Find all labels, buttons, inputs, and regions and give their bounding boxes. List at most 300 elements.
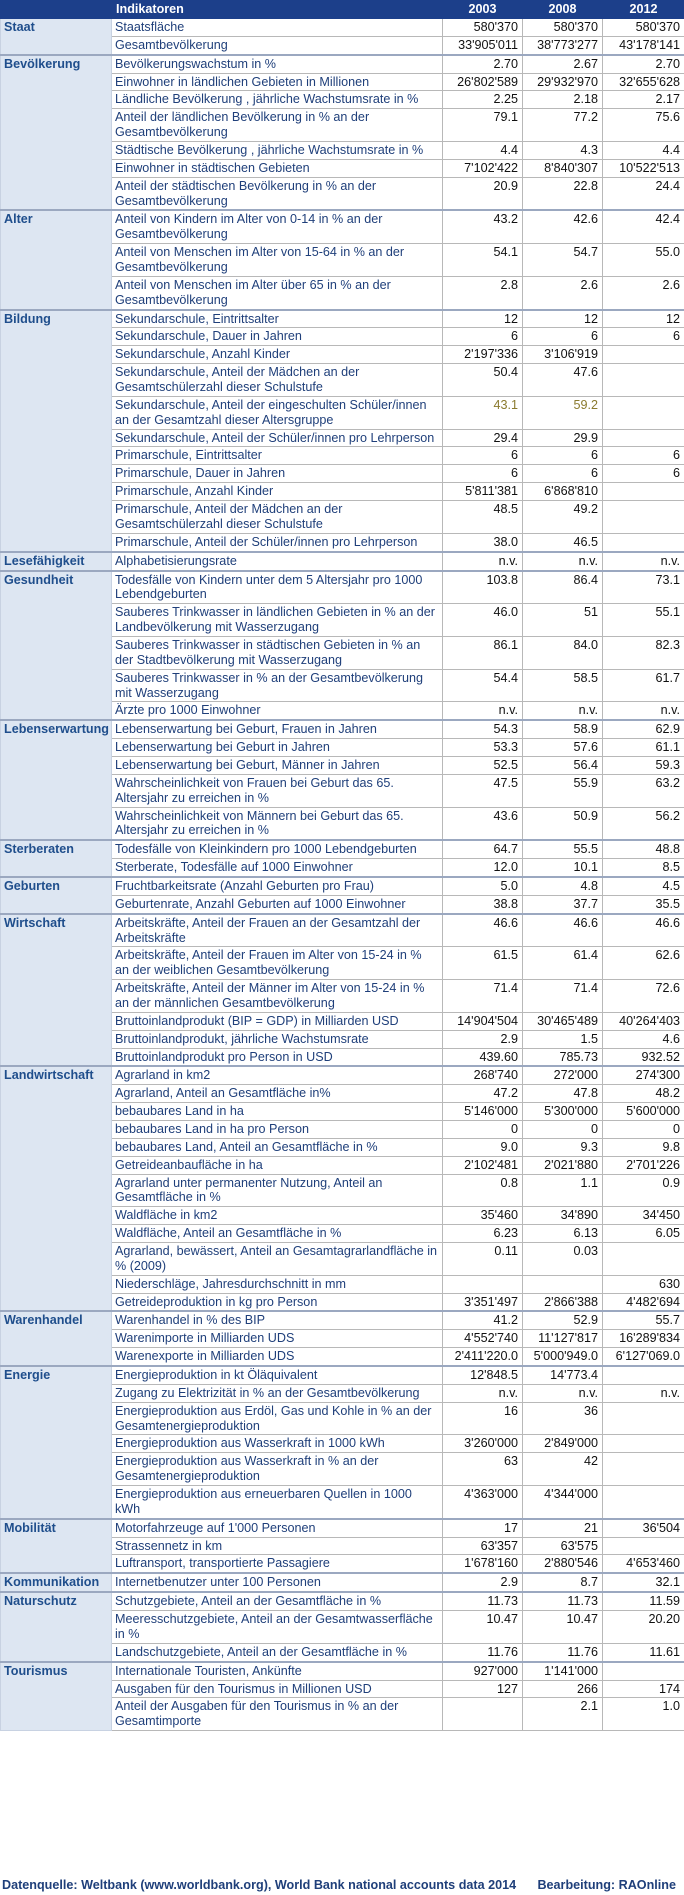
value-2012 — [603, 533, 684, 551]
value-2012 — [603, 1537, 684, 1555]
table-row — [1, 571, 684, 604]
indicator-label: Lebenserwartung bei Geburt, Frauen in Jahren — [112, 720, 443, 738]
category-label: Warenhandel — [1, 1311, 112, 1366]
value-2003: 2'197'336 — [443, 346, 523, 364]
value-2012 — [603, 501, 684, 534]
indicator-label: Agrarland, bewässert, Anteil an Gesamtagrarlandfläche in % (2009) — [112, 1243, 443, 1276]
indicator-label: Bruttoinlandprodukt, jährliche Wachstumsrate — [112, 1030, 443, 1048]
value-2012: 72.6 — [603, 980, 684, 1013]
table-row — [1, 877, 684, 895]
value-2003: 38.8 — [443, 895, 523, 913]
value-2012 — [603, 1435, 684, 1453]
indicator-label: Wahrscheinlichkeit von Frauen bei Geburt das 65. Altersjahr zu erreichen in % — [112, 774, 443, 807]
indicator-label: Getreideproduktion in kg pro Person — [112, 1293, 443, 1311]
indicator-label: Primarschule, Anteil der Mädchen an der Gesamtschülerzahl dieser Schulstufe — [112, 501, 443, 534]
value-2012: 6 — [603, 465, 684, 483]
value-2003: 2.25 — [443, 91, 523, 109]
value-2008: 50.9 — [523, 807, 603, 840]
indicator-label: Internationale Touristen, Ankünfte — [112, 1662, 443, 1680]
value-2008: 30'465'489 — [523, 1012, 603, 1030]
category-label: Naturschutz — [1, 1592, 112, 1661]
value-2012 — [603, 1662, 684, 1680]
value-2012: 20.20 — [603, 1611, 684, 1644]
value-2003: n.v. — [443, 552, 523, 571]
indicator-label: Energieproduktion in kt Öläquivalent — [112, 1366, 443, 1384]
value-2008: 14'773.4 — [523, 1366, 603, 1384]
indicator-label: Wahrscheinlichkeit von Männern bei Geburt das 65. Altersjahr zu erreichen in % — [112, 807, 443, 840]
value-2003: 4'552'740 — [443, 1330, 523, 1348]
indicator-label: Sekundarschule, Eintrittsalter — [112, 310, 443, 328]
value-2003: 103.8 — [443, 571, 523, 604]
value-2012: n.v. — [603, 552, 684, 571]
value-2008: 51 — [523, 604, 603, 637]
value-2003: 20.9 — [443, 177, 523, 210]
value-2012: n.v. — [603, 1384, 684, 1402]
value-2003: 71.4 — [443, 980, 523, 1013]
indicator-label: Energieproduktion aus Wasserkraft in % an der Gesamtenergieproduktion — [112, 1453, 443, 1486]
value-2012: 11.59 — [603, 1592, 684, 1610]
indicator-label: Primarschule, Anteil der Schüler/innen pro Lehrperson — [112, 533, 443, 551]
value-2003: 79.1 — [443, 109, 523, 142]
value-2008: 42.6 — [523, 210, 603, 243]
value-2012: 4.6 — [603, 1030, 684, 1048]
value-2012: 5'600'000 — [603, 1103, 684, 1121]
value-2012: 0.9 — [603, 1174, 684, 1207]
value-2008: 37.7 — [523, 895, 603, 913]
indicator-label: Warenexporte in Milliarden UDS — [112, 1348, 443, 1366]
indicator-label: Todesfälle von Kleinkindern pro 1000 Lebendgeburten — [112, 840, 443, 858]
value-2008: n.v. — [523, 552, 603, 571]
table-row — [1, 55, 684, 73]
value-2012: 48.2 — [603, 1085, 684, 1103]
table-row — [1, 19, 684, 37]
value-2008: 4'344'000 — [523, 1486, 603, 1519]
indicator-label: Energieproduktion aus erneuerbaren Quellen in 1000 kWh — [112, 1486, 443, 1519]
indicator-label: Anteil der ländlichen Bevölkerung in % an der Gesamtbevölkerung — [112, 109, 443, 142]
value-2008: 46.5 — [523, 533, 603, 551]
table-row — [1, 1311, 684, 1329]
value-2008: 38'773'277 — [523, 36, 603, 54]
indicator-label: Strassennetz in km — [112, 1537, 443, 1555]
value-2012: 274'300 — [603, 1066, 684, 1084]
indicator-label: Sekundarschule, Anteil der Schüler/innen pro Lehrperson — [112, 429, 443, 447]
category-label: Bevölkerung — [1, 55, 112, 211]
indicator-label: Anteil von Menschen im Alter von 15-64 in % an der Gesamtbevölkerung — [112, 244, 443, 277]
value-2012: 82.3 — [603, 636, 684, 669]
indicator-label: Bruttoinlandprodukt pro Person in USD — [112, 1048, 443, 1066]
header-blank-cell — [1, 1, 112, 19]
value-2012: 2.17 — [603, 91, 684, 109]
editor-credit: Bearbeitung: RAOnline — [537, 1878, 676, 1892]
value-2008: 6'868'810 — [523, 483, 603, 501]
value-2012: 6 — [603, 447, 684, 465]
indicator-label: Primarschule, Anzahl Kinder — [112, 483, 443, 501]
value-2012: 24.4 — [603, 177, 684, 210]
indicator-label: Landschutzgebiete, Anteil an der Gesamtfläche in % — [112, 1643, 443, 1661]
footer — [0, 1877, 684, 1895]
table-row — [1, 1573, 684, 1592]
value-2003: 48.5 — [443, 501, 523, 534]
value-2008: 2.67 — [523, 55, 603, 73]
table-row — [1, 310, 684, 328]
header-year-2003: 2003 — [443, 1, 523, 19]
value-2012: 12 — [603, 310, 684, 328]
value-2008: 0 — [523, 1121, 603, 1139]
value-2008: 55.9 — [523, 774, 603, 807]
value-2003: 6 — [443, 447, 523, 465]
value-2008: 0.03 — [523, 1243, 603, 1276]
value-2012: 61.7 — [603, 669, 684, 702]
value-2003: 2'411'220.0 — [443, 1348, 523, 1366]
value-2012 — [603, 1402, 684, 1435]
value-2012: 43'178'141 — [603, 36, 684, 54]
category-label: Geburten — [1, 877, 112, 914]
category-label: Staat — [1, 19, 112, 55]
indicator-label: Arbeitskräfte, Anteil der Frauen im Alter von 15-24 in % an der weiblichen Gesamtbevölkerung — [112, 947, 443, 980]
value-2003: 6 — [443, 328, 523, 346]
value-2012: 4.5 — [603, 877, 684, 895]
value-2003: 2.8 — [443, 276, 523, 309]
value-2008: 47.8 — [523, 1085, 603, 1103]
table-row — [1, 1662, 684, 1680]
value-2003: 43.6 — [443, 807, 523, 840]
value-2003: 1'678'160 — [443, 1555, 523, 1573]
value-2003: 927'000 — [443, 1662, 523, 1680]
indicator-label: Staatsfläche — [112, 19, 443, 37]
value-2012: n.v. — [603, 702, 684, 720]
indicator-label: Arbeitskräfte, Anteil der Männer im Alter von 15-24 in % an der männlichen Gesamtbevölkerung — [112, 980, 443, 1013]
value-2008: 4.3 — [523, 142, 603, 160]
value-2003: 43.1 — [443, 396, 523, 429]
value-2008: 49.2 — [523, 501, 603, 534]
value-2012: 6 — [603, 328, 684, 346]
value-2008: 10.47 — [523, 1611, 603, 1644]
value-2012: 62.6 — [603, 947, 684, 980]
value-2012: 4'653'460 — [603, 1555, 684, 1573]
indicator-label: Zugang zu Elektrizität in % an der Gesamtbevölkerung — [112, 1384, 443, 1402]
value-2008: 57.6 — [523, 739, 603, 757]
value-2003: 268'740 — [443, 1066, 523, 1084]
value-2008: 2'021'880 — [523, 1156, 603, 1174]
value-2012 — [603, 429, 684, 447]
value-2012: 16'289'834 — [603, 1330, 684, 1348]
value-2008: 52.9 — [523, 1311, 603, 1329]
value-2012: 62.9 — [603, 720, 684, 738]
indicator-label: bebaubares Land in ha — [112, 1103, 443, 1121]
value-2012: 6'127'069.0 — [603, 1348, 684, 1366]
value-2003: 2.9 — [443, 1030, 523, 1048]
value-2008: 2.6 — [523, 276, 603, 309]
value-2003: 54.1 — [443, 244, 523, 277]
value-2012: 59.3 — [603, 756, 684, 774]
value-2003: n.v. — [443, 702, 523, 720]
indicator-label: Warenhandel in % des BIP — [112, 1311, 443, 1329]
table-row — [1, 210, 684, 243]
table-row — [1, 1366, 684, 1384]
indicator-label: Primarschule, Dauer in Jahren — [112, 465, 443, 483]
indicator-label: bebaubares Land in ha pro Person — [112, 1121, 443, 1139]
table-row — [1, 840, 684, 858]
value-2003: 54.4 — [443, 669, 523, 702]
value-2012 — [603, 1486, 684, 1519]
value-2012: 35.5 — [603, 895, 684, 913]
category-label: Bildung — [1, 310, 112, 552]
header-year-2012: 2012 — [603, 1, 684, 19]
indicator-label: Städtische Bevölkerung , jährliche Wachstumsrate in % — [112, 142, 443, 160]
value-2012: 32'655'628 — [603, 73, 684, 91]
value-2008: 1'141'000 — [523, 1662, 603, 1680]
value-2003: 11.76 — [443, 1643, 523, 1661]
value-2003: 10.47 — [443, 1611, 523, 1644]
indicator-label: Ärzte pro 1000 Einwohner — [112, 702, 443, 720]
table-body — [1, 19, 684, 1731]
value-2008: 22.8 — [523, 177, 603, 210]
value-2012: 11.61 — [603, 1643, 684, 1661]
value-2008: 12 — [523, 310, 603, 328]
indicator-label: Alphabetisierungsrate — [112, 552, 443, 571]
value-2012 — [603, 364, 684, 397]
value-2008: 3'106'919 — [523, 346, 603, 364]
value-2003: 47.5 — [443, 774, 523, 807]
value-2008: 58.9 — [523, 720, 603, 738]
value-2012: 2'701'226 — [603, 1156, 684, 1174]
value-2012: 6.05 — [603, 1225, 684, 1243]
value-2003: 6.23 — [443, 1225, 523, 1243]
indicator-label: Ländliche Bevölkerung , jährliche Wachstumsrate in % — [112, 91, 443, 109]
value-2003: 12 — [443, 310, 523, 328]
value-2012: 4.4 — [603, 142, 684, 160]
table-row — [1, 1592, 684, 1610]
value-2008: 2.18 — [523, 91, 603, 109]
value-2012: 40'264'403 — [603, 1012, 684, 1030]
value-2003: 63 — [443, 1453, 523, 1486]
table-row — [1, 1519, 684, 1537]
value-2003: 64.7 — [443, 840, 523, 858]
category-label: Lebenserwartung — [1, 720, 112, 840]
value-2003: 52.5 — [443, 756, 523, 774]
value-2003: 54.3 — [443, 720, 523, 738]
indicator-label: Sauberes Trinkwasser in ländlichen Gebieten in % an der Landbevölkerung mit Wasserzugang — [112, 604, 443, 637]
value-2003: 4.4 — [443, 142, 523, 160]
value-2008: 42 — [523, 1453, 603, 1486]
value-2003 — [443, 1275, 523, 1293]
value-2003: 2'102'481 — [443, 1156, 523, 1174]
value-2012: 42.4 — [603, 210, 684, 243]
value-2012 — [603, 346, 684, 364]
value-2003: 0.11 — [443, 1243, 523, 1276]
value-2008: 59.2 — [523, 396, 603, 429]
value-2012: 10'522'513 — [603, 159, 684, 177]
table-row — [1, 914, 684, 947]
indicator-label: Waldfläche in km2 — [112, 1207, 443, 1225]
value-2008: 580'370 — [523, 19, 603, 37]
value-2012: 75.6 — [603, 109, 684, 142]
indicator-label: Geburtenrate, Anzahl Geburten auf 1000 Einwohner — [112, 895, 443, 913]
value-2008: 61.4 — [523, 947, 603, 980]
value-2003 — [443, 1698, 523, 1731]
value-2008: 266 — [523, 1680, 603, 1698]
value-2008: 6 — [523, 328, 603, 346]
value-2008: 29.9 — [523, 429, 603, 447]
value-2003: 3'260'000 — [443, 1435, 523, 1453]
indicator-label: Sekundarschule, Dauer in Jahren — [112, 328, 443, 346]
value-2012: 4'482'694 — [603, 1293, 684, 1311]
value-2003: 50.4 — [443, 364, 523, 397]
value-2008: 5'300'000 — [523, 1103, 603, 1121]
indicator-label: Sterberate, Todesfälle auf 1000 Einwohner — [112, 859, 443, 877]
category-label: Wirtschaft — [1, 914, 112, 1067]
value-2003: 4'363'000 — [443, 1486, 523, 1519]
value-2003: 12'848.5 — [443, 1366, 523, 1384]
value-2008: 1.5 — [523, 1030, 603, 1048]
value-2008: 86.4 — [523, 571, 603, 604]
value-2012 — [603, 1243, 684, 1276]
category-label: Gesundheit — [1, 571, 112, 721]
value-2008: 11.76 — [523, 1643, 603, 1661]
table-header-row — [1, 1, 684, 19]
value-2003: 47.2 — [443, 1085, 523, 1103]
table-row — [1, 720, 684, 738]
value-2012: 8.5 — [603, 859, 684, 877]
indicator-label: Anteil von Menschen im Alter über 65 in % an der Gesamtbevölkerung — [112, 276, 443, 309]
value-2012: 0 — [603, 1121, 684, 1139]
value-2003: 63'357 — [443, 1537, 523, 1555]
value-2008: 785.73 — [523, 1048, 603, 1066]
indicator-label: Energieproduktion aus Wasserkraft in 1000 kWh — [112, 1435, 443, 1453]
category-label: Tourismus — [1, 1662, 112, 1731]
value-2008: 55.5 — [523, 840, 603, 858]
value-2012: 63.2 — [603, 774, 684, 807]
value-2008: 77.2 — [523, 109, 603, 142]
value-2003: 14'904'504 — [443, 1012, 523, 1030]
indicator-label: Sauberes Trinkwasser in städtischen Gebieten in % an der Stadtbevölkerung mit Wasserzugang — [112, 636, 443, 669]
category-label: Sterberaten — [1, 840, 112, 877]
indicator-label: Todesfälle von Kindern unter dem 5 Altersjahr pro 1000 Lebendgeburten — [112, 571, 443, 604]
value-2008: 4.8 — [523, 877, 603, 895]
indicator-label: Agrarland unter permanenter Nutzung, Anteil an Gesamtfläche in % — [112, 1174, 443, 1207]
value-2012: 932.52 — [603, 1048, 684, 1066]
indicator-label: Ausgaben für den Tourismus in Millionen USD — [112, 1680, 443, 1698]
indicator-label: Getreideanbaufläche in ha — [112, 1156, 443, 1174]
indicator-label: Lebenserwartung bei Geburt in Jahren — [112, 739, 443, 757]
value-2008: 2'849'000 — [523, 1435, 603, 1453]
indicator-label: Sekundarschule, Anzahl Kinder — [112, 346, 443, 364]
value-2008: 6.13 — [523, 1225, 603, 1243]
value-2003: 41.2 — [443, 1311, 523, 1329]
value-2012: 34'450 — [603, 1207, 684, 1225]
indicator-label: Einwohner in städtischen Gebieten — [112, 159, 443, 177]
value-2003: 0.8 — [443, 1174, 523, 1207]
value-2003: 5'146'000 — [443, 1103, 523, 1121]
value-2012 — [603, 483, 684, 501]
value-2012: 55.0 — [603, 244, 684, 277]
value-2003: 29.4 — [443, 429, 523, 447]
value-2008: 36 — [523, 1402, 603, 1435]
value-2008: 2.1 — [523, 1698, 603, 1731]
value-2003: 3'351'497 — [443, 1293, 523, 1311]
indicator-label: Motorfahrzeuge auf 1'000 Personen — [112, 1519, 443, 1537]
value-2012: 9.8 — [603, 1138, 684, 1156]
value-2008 — [523, 1275, 603, 1293]
value-2003: 35'460 — [443, 1207, 523, 1225]
value-2003: 5'811'381 — [443, 483, 523, 501]
value-2012 — [603, 396, 684, 429]
value-2008: 1.1 — [523, 1174, 603, 1207]
indicator-label: Fruchtbarkeitsrate (Anzahl Geburten pro Frau) — [112, 877, 443, 895]
value-2008: 54.7 — [523, 244, 603, 277]
value-2012: 174 — [603, 1680, 684, 1698]
header-year-2008: 2008 — [523, 1, 603, 19]
indicator-label: Einwohner in ländlichen Gebieten in Millionen — [112, 73, 443, 91]
value-2008: 56.4 — [523, 756, 603, 774]
value-2012: 1.0 — [603, 1698, 684, 1731]
value-2012: 48.8 — [603, 840, 684, 858]
value-2008: 58.5 — [523, 669, 603, 702]
value-2008: 29'932'970 — [523, 73, 603, 91]
indicator-label: Niederschläge, Jahresdurchschnitt in mm — [112, 1275, 443, 1293]
value-2008: 5'000'949.0 — [523, 1348, 603, 1366]
value-2008: 71.4 — [523, 980, 603, 1013]
category-label: Mobilität — [1, 1519, 112, 1574]
value-2008: 2'880'546 — [523, 1555, 603, 1573]
category-label: Energie — [1, 1366, 112, 1519]
value-2003: 127 — [443, 1680, 523, 1698]
indicator-label: Lebenserwartung bei Geburt, Männer in Jahren — [112, 756, 443, 774]
value-2012: 2.6 — [603, 276, 684, 309]
value-2012: 73.1 — [603, 571, 684, 604]
value-2003: n.v. — [443, 1384, 523, 1402]
value-2008: 8.7 — [523, 1573, 603, 1592]
value-2008: 46.6 — [523, 914, 603, 947]
value-2003: 16 — [443, 1402, 523, 1435]
indicator-label: bebaubares Land, Anteil an Gesamtfläche in % — [112, 1138, 443, 1156]
indicator-label: Meeresschutzgebiete, Anteil an der Gesamtwasserfläche in % — [112, 1611, 443, 1644]
value-2012: 55.7 — [603, 1311, 684, 1329]
value-2003: 12.0 — [443, 859, 523, 877]
value-2008: 34'890 — [523, 1207, 603, 1225]
indicator-label: Anteil der städtischen Bevölkerung in % an der Gesamtbevölkerung — [112, 177, 443, 210]
value-2003: 580'370 — [443, 19, 523, 37]
value-2003: 33'905'011 — [443, 36, 523, 54]
value-2003: 17 — [443, 1519, 523, 1537]
table-row — [1, 552, 684, 571]
value-2008: 9.3 — [523, 1138, 603, 1156]
indicator-label: Schutzgebiete, Anteil an der Gesamtfläche in % — [112, 1592, 443, 1610]
indicator-label: Arbeitskräfte, Anteil der Frauen an der Gesamtzahl der Arbeitskräfte — [112, 914, 443, 947]
value-2003: 6 — [443, 465, 523, 483]
header-indicators: Indikatoren — [112, 1, 443, 19]
indicator-label: Bruttoinlandprodukt (BIP = GDP) in Milliarden USD — [112, 1012, 443, 1030]
value-2008: 10.1 — [523, 859, 603, 877]
indicator-label: Sauberes Trinkwasser in % an der Gesamtbevölkerung mit Wasserzugang — [112, 669, 443, 702]
value-2003: 86.1 — [443, 636, 523, 669]
category-label: Kommunikation — [1, 1573, 112, 1592]
value-2003: 2.9 — [443, 1573, 523, 1592]
value-2003: 61.5 — [443, 947, 523, 980]
indicator-label: Primarschule, Eintrittsalter — [112, 447, 443, 465]
value-2003: 7'102'422 — [443, 159, 523, 177]
value-2003: 53.3 — [443, 739, 523, 757]
category-label: Lesefähigkeit — [1, 552, 112, 571]
value-2008: n.v. — [523, 702, 603, 720]
value-2003: 0 — [443, 1121, 523, 1139]
indicator-label: Luftransport, transportierte Passagiere — [112, 1555, 443, 1573]
indicator-label: Sekundarschule, Anteil der Mädchen an der Gesamtschülerzahl dieser Schulstufe — [112, 364, 443, 397]
value-2008: 6 — [523, 465, 603, 483]
indicator-label: Anteil der Ausgaben für den Tourismus in % an der Gesamtimporte — [112, 1698, 443, 1731]
value-2008: 11.73 — [523, 1592, 603, 1610]
value-2008: 6 — [523, 447, 603, 465]
